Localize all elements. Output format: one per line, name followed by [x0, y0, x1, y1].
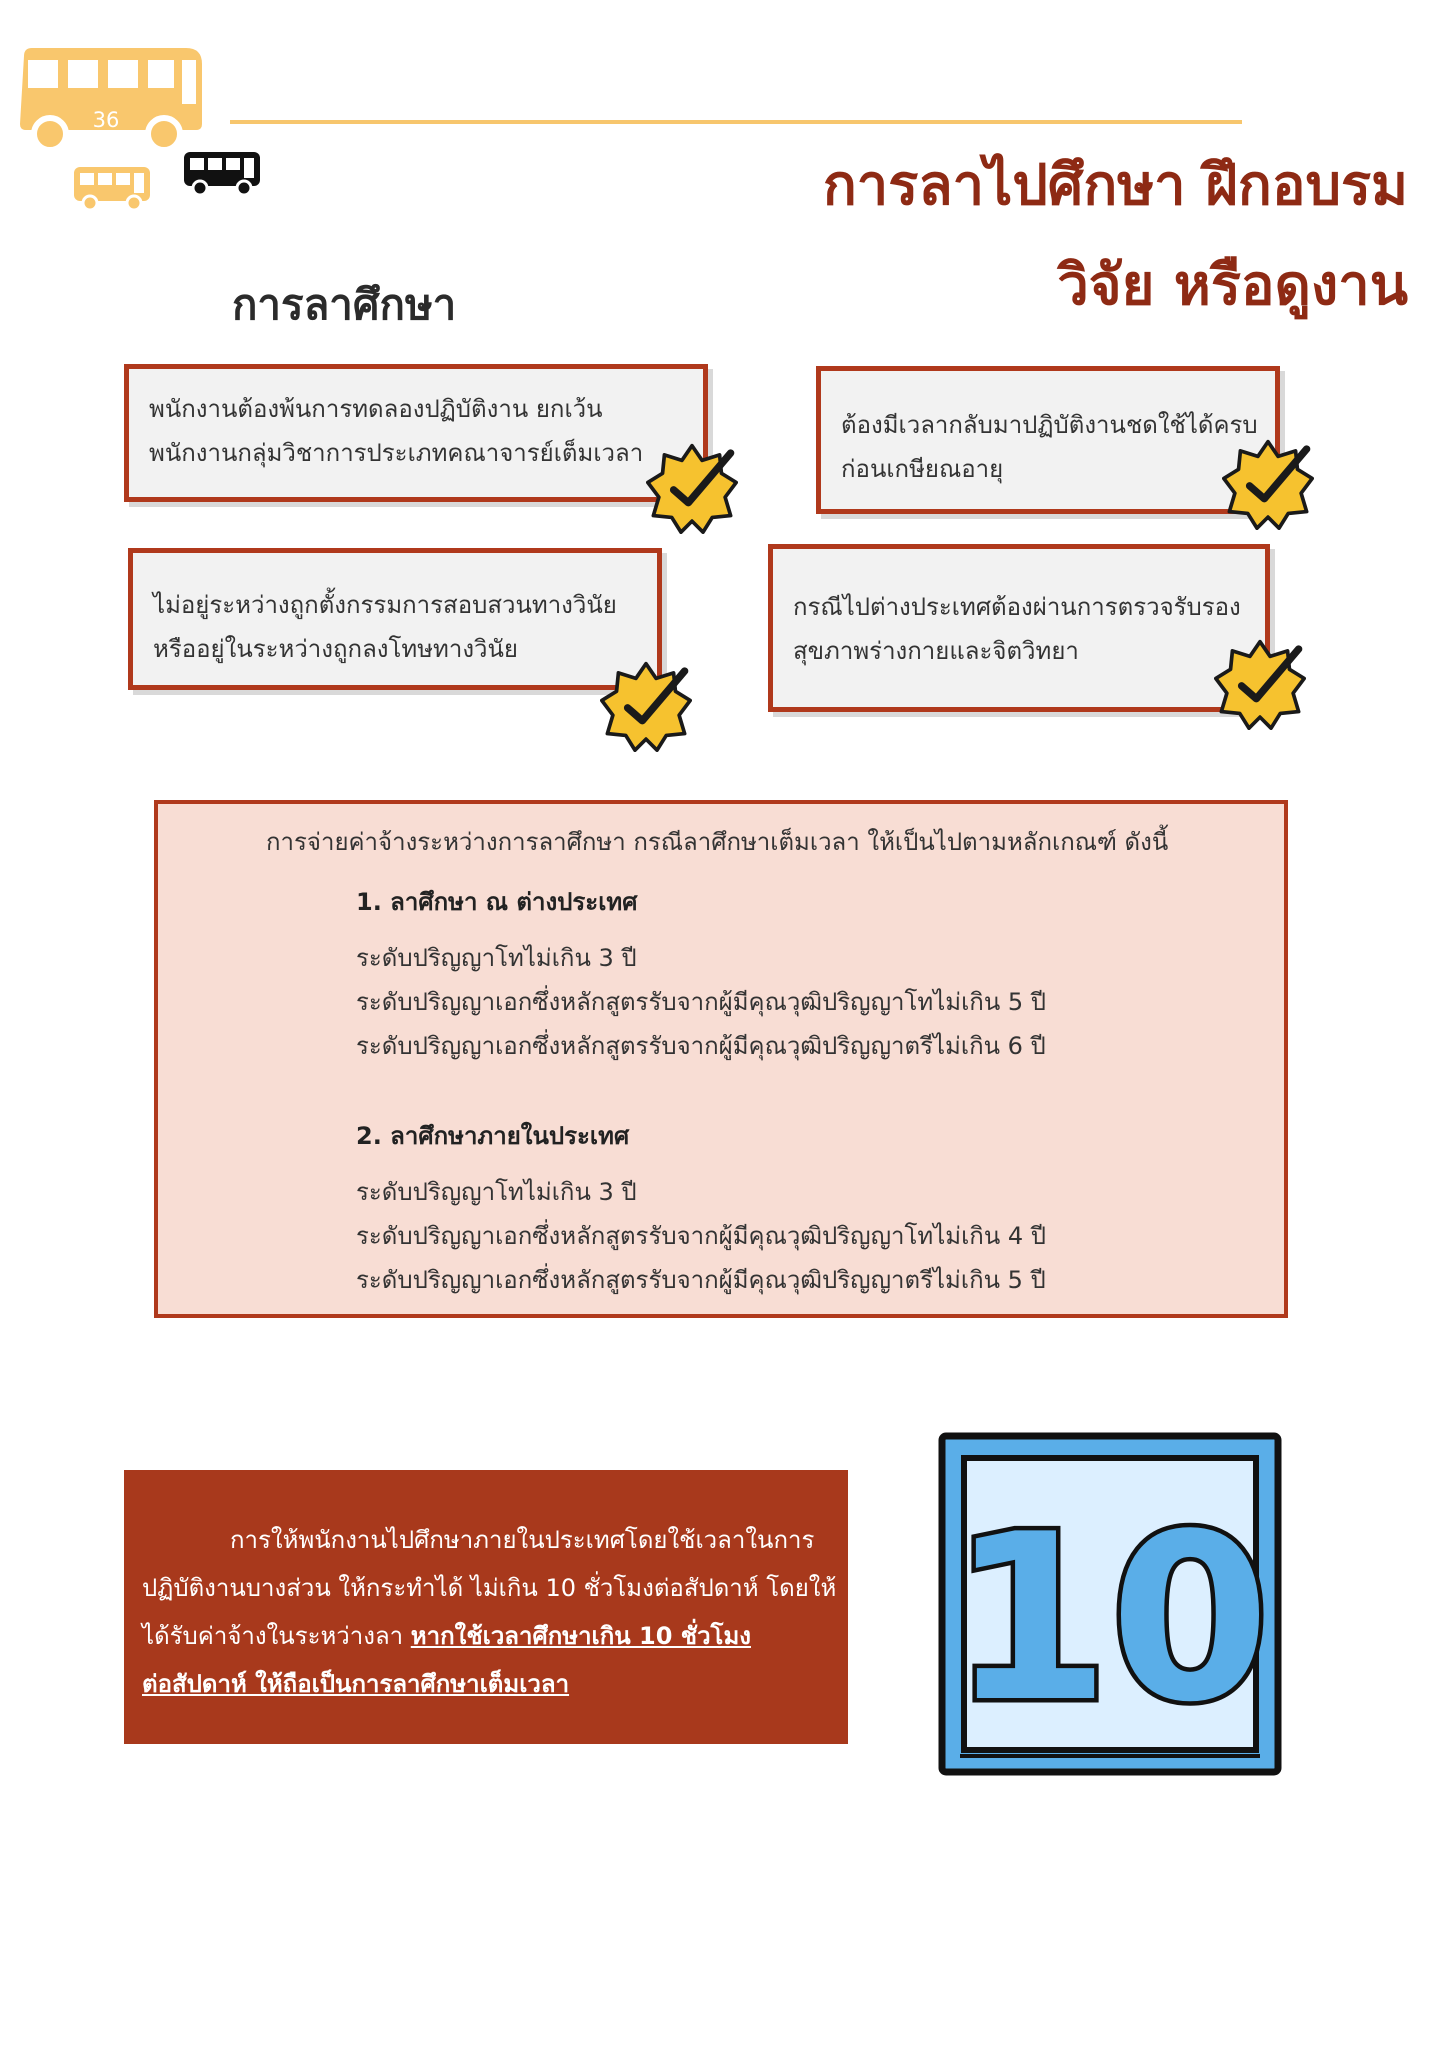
condition-box — [768, 544, 1270, 712]
page-title-line-2: วิจัย หรือดูงาน — [1057, 253, 1408, 318]
bus-icon — [18, 48, 204, 154]
part-time-study-box — [124, 1470, 848, 1744]
part-time-emphasis: หากใช้เวลาศึกษาเกิน 10 ชั่วโมง — [410, 1622, 751, 1650]
check-badge-icon — [600, 660, 692, 752]
number-ten-text: 10 — [949, 1486, 1271, 1753]
condition-box — [816, 366, 1280, 514]
pay-item: ระดับปริญญาโทไม่เกิน 3 ปี — [356, 944, 637, 972]
condition-text: พนักงานกลุ่มวิชาการประเภทคณาจารย์เต็มเวลา — [149, 439, 644, 467]
page-number: 36 — [92, 108, 120, 132]
bus-icon — [182, 150, 262, 198]
pay-item: ระดับปริญญาเอกซึ่งหลักสูตรรับจากผู้มีคุณวุฒิปริญญาตรีไม่เกิน 5 ปี — [356, 1266, 1046, 1294]
condition-text: ต้องมีเวลากลับมาปฏิบัติงานชดใช้ได้ครบ — [841, 411, 1258, 439]
part-time-emphasis: ต่อสัปดาห์ ให้ถือเป็นการลาศึกษาเต็มเวลา — [142, 1670, 570, 1698]
part-time-text: ปฏิบัติงานบางส่วน ให้กระทำได้ ไม่เกิน 10 ชั่วโมงต่อสัปดาห์ โดยให้ — [142, 1574, 837, 1602]
pay-item: ระดับปริญญาเอกซึ่งหลักสูตรรับจากผู้มีคุณวุฒิปริญญาโทไม่เกิน 5 ปี — [356, 988, 1046, 1016]
number-ten-icon — [938, 1432, 1282, 1776]
bus-icon — [72, 165, 152, 213]
section-heading: การลาศึกษา — [232, 280, 457, 329]
part-time-text: การให้พนักงานไปศึกษาภายในประเทศโดยใช้เวลาในการ — [230, 1526, 815, 1554]
condition-text: ก่อนเกษียณอายุ — [841, 455, 1004, 483]
pay-intro: การจ่ายค่าจ้างระหว่างการลาศึกษา กรณีลาศึกษาเต็มเวลา ให้เป็นไปตามหลักเกณฑ์ ดังนี้ — [266, 828, 1169, 856]
check-badge-icon — [1214, 638, 1306, 730]
pay-item: ระดับปริญญาเอกซึ่งหลักสูตรรับจากผู้มีคุณวุฒิปริญญาตรีไม่เกิน 6 ปี — [356, 1032, 1046, 1060]
condition-box — [128, 548, 662, 690]
condition-text: หรืออยู่ในระหว่างถูกลงโทษทางวินัย — [153, 635, 518, 663]
page-title-line-1: การลาไปศึกษา ฝึกอบรม — [822, 153, 1408, 218]
pay-group-heading: 2. ลาศึกษาภายในประเทศ — [356, 1122, 630, 1150]
condition-text: พนักงานต้องพ้นการทดลองปฏิบัติงาน ยกเว้น — [149, 395, 603, 423]
pay-item: ระดับปริญญาเอกซึ่งหลักสูตรรับจากผู้มีคุณวุฒิปริญญาโทไม่เกิน 4 ปี — [356, 1222, 1046, 1250]
condition-text: สุขภาพร่างกายและจิตวิทยา — [793, 637, 1079, 665]
pay-group-heading: 1. ลาศึกษา ณ ต่างประเทศ — [356, 888, 638, 916]
part-time-text: ได้รับค่าจ้างในระหว่างลา — [142, 1622, 411, 1650]
pay-item: ระดับปริญญาโทไม่เกิน 3 ปี — [356, 1178, 637, 1206]
check-badge-icon — [646, 442, 738, 534]
check-badge-icon — [1222, 438, 1314, 530]
condition-text: กรณีไปต่างประเทศต้องผ่านการตรวจรับรอง — [793, 593, 1241, 621]
header-divider — [230, 120, 1242, 124]
condition-box — [124, 364, 708, 502]
pay-criteria-box — [154, 800, 1288, 1318]
condition-text: ไม่อยู่ระหว่างถูกตั้งกรรมการสอบสวนทางวินัย — [153, 591, 617, 619]
part-time-text-line3 — [142, 1616, 751, 1655]
